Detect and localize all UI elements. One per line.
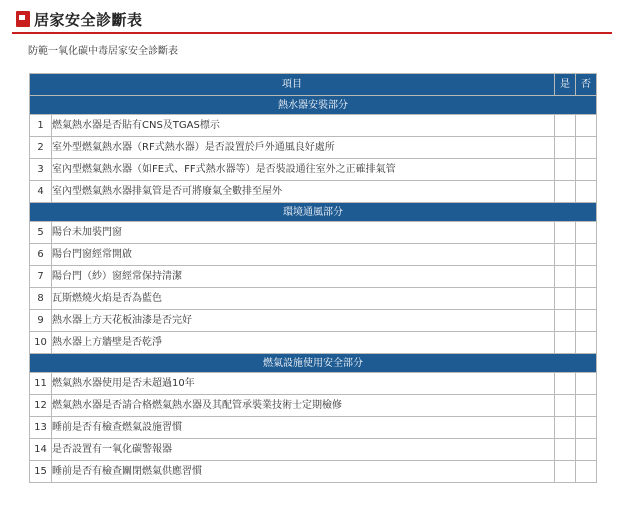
yes-check-cell[interactable]: [555, 266, 576, 288]
row-item-text: 睡前是否有檢查關閉燃氣供應習慣: [52, 461, 555, 483]
row-item-text: 睡前是否有檢查燃氣設施習慣: [52, 417, 555, 439]
row-item-text: 陽台未加裝門窗: [52, 222, 555, 244]
section-header-row: [30, 96, 597, 115]
row-item-text: 室內型燃氣熱水器（如FE式、FF式熱水器等）是否裝設通往室外之正確排氣管: [52, 159, 555, 181]
yes-check-cell[interactable]: [555, 395, 576, 417]
row-item-text: 室外型燃氣熱水器（RF式熱水器）是否設置於戶外通風良好處所: [52, 137, 555, 159]
row-number: 11: [30, 373, 52, 395]
page-title: 居家安全診斷表: [34, 11, 143, 29]
row-item-text: 室內型燃氣熱水器排氣管是否可將廢氣全數排至屋外: [52, 181, 555, 203]
column-header-yes: 是: [555, 74, 576, 96]
bookmark-icon: [16, 11, 30, 27]
row-number: 6: [30, 244, 52, 266]
no-check-cell[interactable]: [576, 461, 597, 483]
section-header-row: [30, 203, 597, 222]
checklist-row: [30, 395, 597, 417]
no-check-cell[interactable]: [576, 244, 597, 266]
no-check-cell[interactable]: [576, 181, 597, 203]
row-number: 14: [30, 439, 52, 461]
row-number: 3: [30, 159, 52, 181]
checklist-row: [30, 266, 597, 288]
checklist-row: [30, 461, 597, 483]
checklist-row: [30, 373, 597, 395]
row-item-text: 熱水器上方天花板油漆是否完好: [52, 310, 555, 332]
yes-check-cell[interactable]: [555, 288, 576, 310]
row-number: 12: [30, 395, 52, 417]
yes-check-cell[interactable]: [555, 310, 576, 332]
yes-check-cell[interactable]: [555, 115, 576, 137]
row-item-text: 陽台門窗經常開啟: [52, 244, 555, 266]
row-item-text: 燃氣熱水器是否請合格燃氣熱水器及其配管承裝業技術士定期檢修: [52, 395, 555, 417]
checklist-row: [30, 181, 597, 203]
row-item-text: 瓦斯燃燒火焰是否為藍色: [52, 288, 555, 310]
column-header-no: 否: [576, 74, 597, 96]
no-check-cell[interactable]: [576, 288, 597, 310]
yes-check-cell[interactable]: [555, 244, 576, 266]
row-number: 15: [30, 461, 52, 483]
no-check-cell[interactable]: [576, 115, 597, 137]
no-check-cell[interactable]: [576, 266, 597, 288]
yes-check-cell[interactable]: [555, 159, 576, 181]
checklist-row: [30, 115, 597, 137]
no-check-cell[interactable]: [576, 395, 597, 417]
row-number: 13: [30, 417, 52, 439]
no-check-cell[interactable]: [576, 137, 597, 159]
row-item-text: 燃氣熱水器使用是否未超過10年: [52, 373, 555, 395]
no-check-cell[interactable]: [576, 417, 597, 439]
checklist-row: [30, 288, 597, 310]
no-check-cell[interactable]: [576, 439, 597, 461]
page-subtitle: 防範一氧化碳中毒居家安全診斷表: [28, 46, 178, 57]
checklist-body: [30, 96, 597, 483]
table-header-row: [30, 74, 597, 96]
row-number: 2: [30, 137, 52, 159]
section-title: 燃氣設施使用安全部分: [30, 354, 597, 373]
row-item-text: 陽台門（紗）窗經常保持清潔: [52, 266, 555, 288]
checklist-row: [30, 439, 597, 461]
checklist-row: [30, 332, 597, 354]
row-item-text: 是否設置有一氧化碳警報器: [52, 439, 555, 461]
yes-check-cell[interactable]: [555, 222, 576, 244]
row-number: 9: [30, 310, 52, 332]
no-check-cell[interactable]: [576, 332, 597, 354]
yes-check-cell[interactable]: [555, 137, 576, 159]
section-header-row: [30, 354, 597, 373]
safety-checklist-table: [29, 73, 597, 483]
row-item-text: 燃氣熱水器是否貼有CNS及TGAS標示: [52, 115, 555, 137]
no-check-cell[interactable]: [576, 373, 597, 395]
section-title: 熱水器安裝部分: [30, 96, 597, 115]
checklist-row: [30, 222, 597, 244]
yes-check-cell[interactable]: [555, 439, 576, 461]
row-number: 8: [30, 288, 52, 310]
checklist-row: [30, 244, 597, 266]
row-number: 4: [30, 181, 52, 203]
no-check-cell[interactable]: [576, 159, 597, 181]
column-header-item: 項目: [30, 74, 555, 96]
row-number: 5: [30, 222, 52, 244]
checklist-row: [30, 137, 597, 159]
checklist-row: [30, 310, 597, 332]
yes-check-cell[interactable]: [555, 181, 576, 203]
yes-check-cell[interactable]: [555, 332, 576, 354]
checklist-row: [30, 417, 597, 439]
row-number: 10: [30, 332, 52, 354]
no-check-cell[interactable]: [576, 222, 597, 244]
row-item-text: 熱水器上方牆壁是否乾淨: [52, 332, 555, 354]
yes-check-cell[interactable]: [555, 417, 576, 439]
no-check-cell[interactable]: [576, 310, 597, 332]
page-header: [12, 10, 612, 34]
section-title: 環境通風部分: [30, 203, 597, 222]
row-number: 7: [30, 266, 52, 288]
yes-check-cell[interactable]: [555, 461, 576, 483]
checklist-row: [30, 159, 597, 181]
row-number: 1: [30, 115, 52, 137]
yes-check-cell[interactable]: [555, 373, 576, 395]
